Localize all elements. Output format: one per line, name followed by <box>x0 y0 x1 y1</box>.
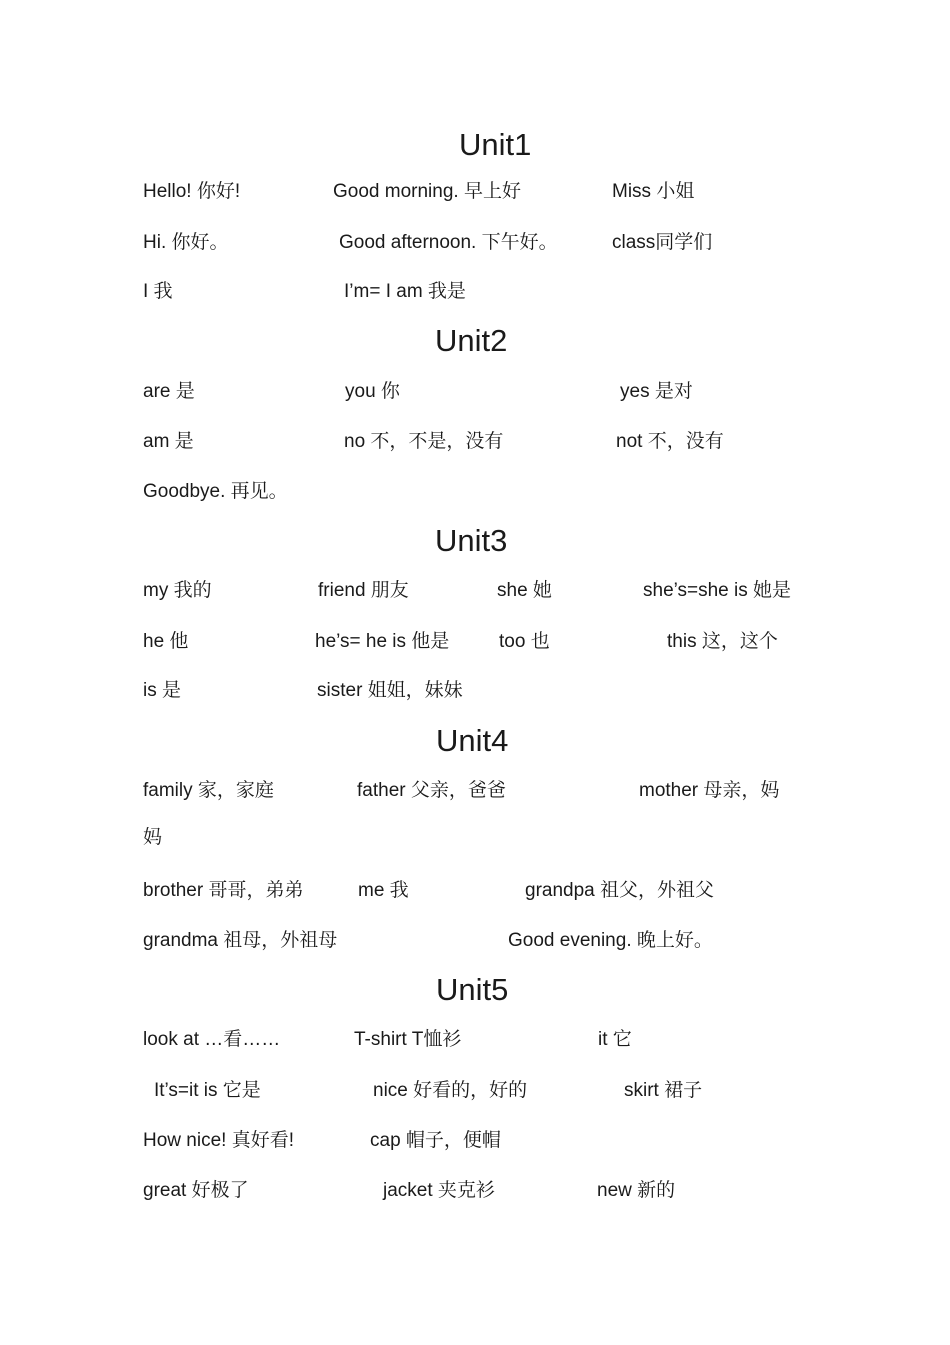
unit-title: Unit1 <box>459 127 532 162</box>
vocab-entry: new 新的 <box>597 1180 676 1201</box>
vocab-entry: great 好极了 <box>143 1180 249 1201</box>
vocab-entry: friend 朋友 <box>318 580 409 601</box>
vocab-entry: Miss 小姐 <box>612 181 695 202</box>
vocab-entry: sister 姐姐，妹妹 <box>317 680 463 701</box>
vocab-entry: It’s=it is 它是 <box>154 1080 261 1101</box>
vocab-entry: grandma 祖母，外祖母 <box>143 930 338 951</box>
vocab-entry: look at …看…… <box>143 1029 281 1050</box>
vocab-entry: family 家，家庭 <box>143 780 274 801</box>
unit-title: Unit2 <box>435 323 508 358</box>
vocab-entry: grandpa 祖父，外祖父 <box>525 880 715 901</box>
vocab-entry: cap 帽子，便帽 <box>370 1130 501 1151</box>
vocab-entry: skirt 裙子 <box>624 1080 703 1101</box>
vocab-entry: it 它 <box>598 1029 632 1050</box>
vocab-entry: I’m= I am 我是 <box>344 281 466 302</box>
vocab-entry: are 是 <box>143 381 195 402</box>
vocab-entry: she’s=she is 她是 <box>643 580 792 601</box>
vocab-entry: mother 母亲，妈 <box>639 780 780 801</box>
vocab-entry: brother 哥哥，弟弟 <box>143 880 304 901</box>
vocab-entry: jacket 夹克衫 <box>383 1180 495 1201</box>
vocab-entry: no 不，不是，没有 <box>344 431 504 452</box>
vocab-entry: 妈 <box>143 827 163 848</box>
vocab-entry: Hi. 你好。 <box>143 232 229 253</box>
vocab-entry: is 是 <box>143 680 182 701</box>
vocab-entry: you 你 <box>345 381 400 402</box>
vocab-entry: class同学们 <box>612 232 713 253</box>
vocab-entry: he 他 <box>143 631 189 652</box>
vocab-entry: she 她 <box>497 580 552 601</box>
vocab-entry: I 我 <box>143 281 173 302</box>
vocab-entry: this 这，这个 <box>667 631 778 652</box>
vocab-entry: Good morning. 早上好 <box>333 181 521 202</box>
vocab-entry: Good evening. 晚上好。 <box>508 930 713 951</box>
vocab-entry: Hello! 你好! <box>143 181 241 202</box>
unit-title: Unit5 <box>436 972 509 1007</box>
vocab-entry: he’s= he is 他是 <box>315 631 450 652</box>
unit-title: Unit3 <box>435 523 508 558</box>
vocab-entry: not 不，没有 <box>616 431 724 452</box>
vocab-entry: my 我的 <box>143 580 212 601</box>
vocab-entry: Goodbye. 再见。 <box>143 481 288 502</box>
vocab-entry: too 也 <box>499 631 550 652</box>
vocab-entry: T-shirt T恤衫 <box>354 1029 462 1050</box>
unit-title: Unit4 <box>436 723 509 758</box>
vocab-entry: yes 是对 <box>620 381 693 402</box>
vocab-entry: How nice! 真好看! <box>143 1130 294 1151</box>
vocab-entry: am 是 <box>143 431 194 452</box>
vocab-entry: me 我 <box>358 880 409 901</box>
vocab-entry: Good afternoon. 下午好。 <box>339 232 558 253</box>
vocab-entry: nice 好看的，好的 <box>373 1080 528 1101</box>
vocab-entry: father 父亲，爸爸 <box>357 780 506 801</box>
